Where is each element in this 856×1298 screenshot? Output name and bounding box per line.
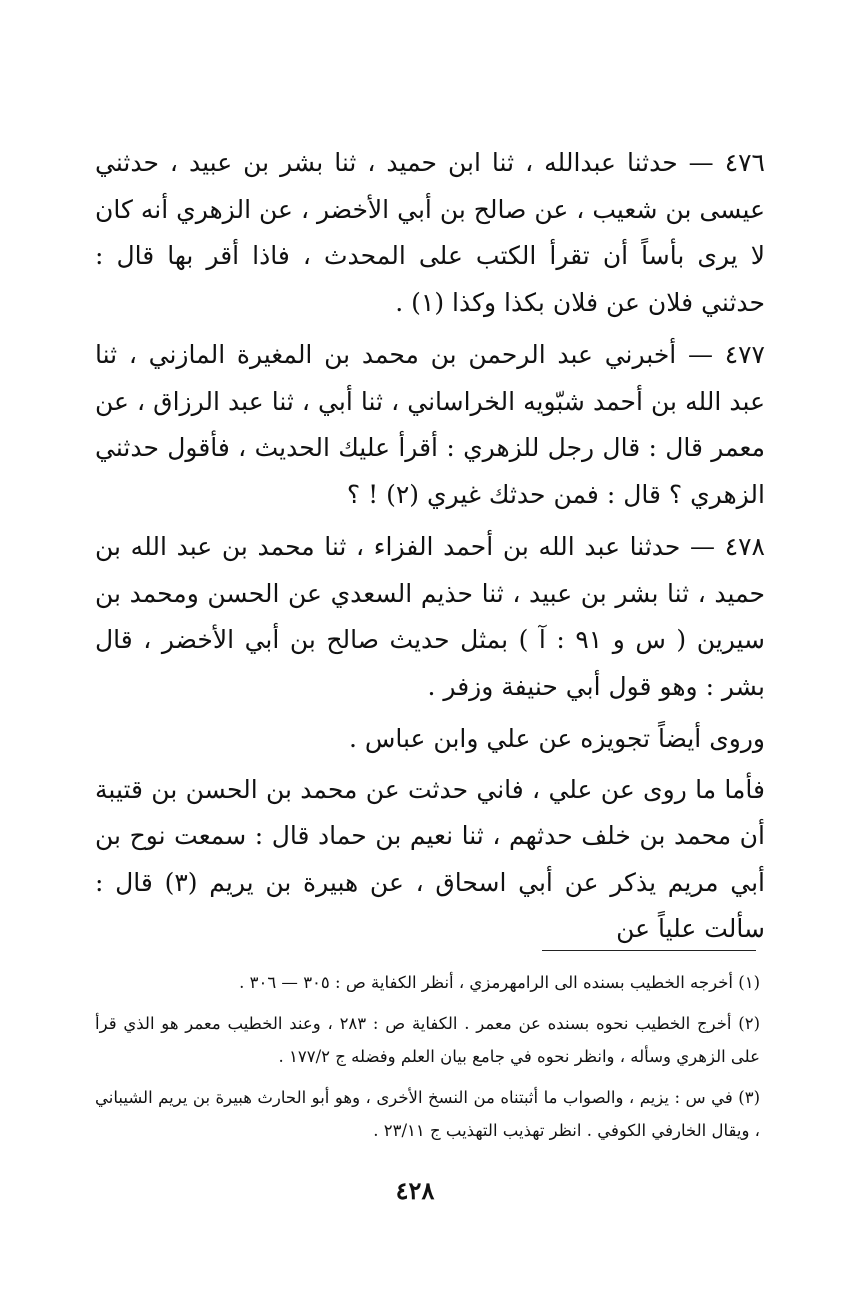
footnotes [95,966,760,1155]
page-number: ٤٢٨ [395,1176,435,1205]
footnote-1: (١) أخرجه الخطيب بسنده الى الرامهرمزي ، أنظر الكفاية ص : ٣٠٥ — ٣٠٦ . [239,973,760,992]
footnote-3: (٣) في س : يزيم ، والصواب ما أثبتناه من النسخ الأخرى ، وهو أبو الحارث هبيرة بن يريم الشيباني ، ويقال الخارفي الكوفي . انظر تهذيب التهذيب ج ٢٣/١١ . [95,1088,760,1140]
paragraph-477: ٤٧٧ — أخبرني عبد الرحمن بن محمد بن المغيرة المازني ، ثنا عبد الله بن أحمد شبّويه الخراساني ، ثنا أبي ، ثنا عبد الرزاق ، عن معمر قال : قال رجل للزهري : أقرأ عليك الحديث ، فأقول حدثني الزهري ؟ قال : فمن حدثك غيري (٢) ! ؟ [95,340,765,509]
paragraph-ali-ibn-abbas: وروى أيضاً تجويزه عن علي وابن عباس . [348,724,765,753]
footnote-divider [542,950,756,951]
footnote-2: (٢) أخرج الخطيب نحوه بسنده عن معمر . الكفاية ص : ٢٨٣ ، وعند الخطيب معمر هو الذي قرأ على الزهري وسأله ، وانظر نحوه في جامع بيان العلم وفضله ج ١٧٧/٢ . [95,1014,760,1066]
main-text [95,140,765,959]
paragraph-ali-narration: فأما ما روى عن علي ، فاني حدثت عن محمد بن الحسن بن قتيبة أن محمد بن خلف حدثهم ، ثنا نعيم بن حماد قال : سمعت نوح بن أبي مريم يذكر عن أبي اسحاق ، عن هبيرة بن يريم (٣) قال : سألت علياً عن [95,774,766,943]
paragraph-478: ٤٧٨ — حدثنا عبد الله بن أحمد الفزاء ، ثنا محمد بن عبد الله بن حميد ، ثنا بشر بن عبيد ، ثنا حذيم السعدي عن الحسن ومحمد بن سيرين ( س و ٩١ : آ ) بمثل حديث صالح بن أبي الأخضر ، قال بشر : وهو قول أبي حنيفة وزفر . [95,532,765,701]
paragraph-476: ٤٧٦ — حدثنا عبدالله ، ثنا ابن حميد ، ثنا بشر بن عبيد ، حدثني عيسى بن شعيب ، عن صالح بن أبي الأخضر ، عن الزهري أنه كان لا يرى بأساً أن تقرأ الكتب على المحدث ، فاذا أقر بها قال : حدثني فلان عن فلان بكذا وكذا (١) . [95,148,765,317]
